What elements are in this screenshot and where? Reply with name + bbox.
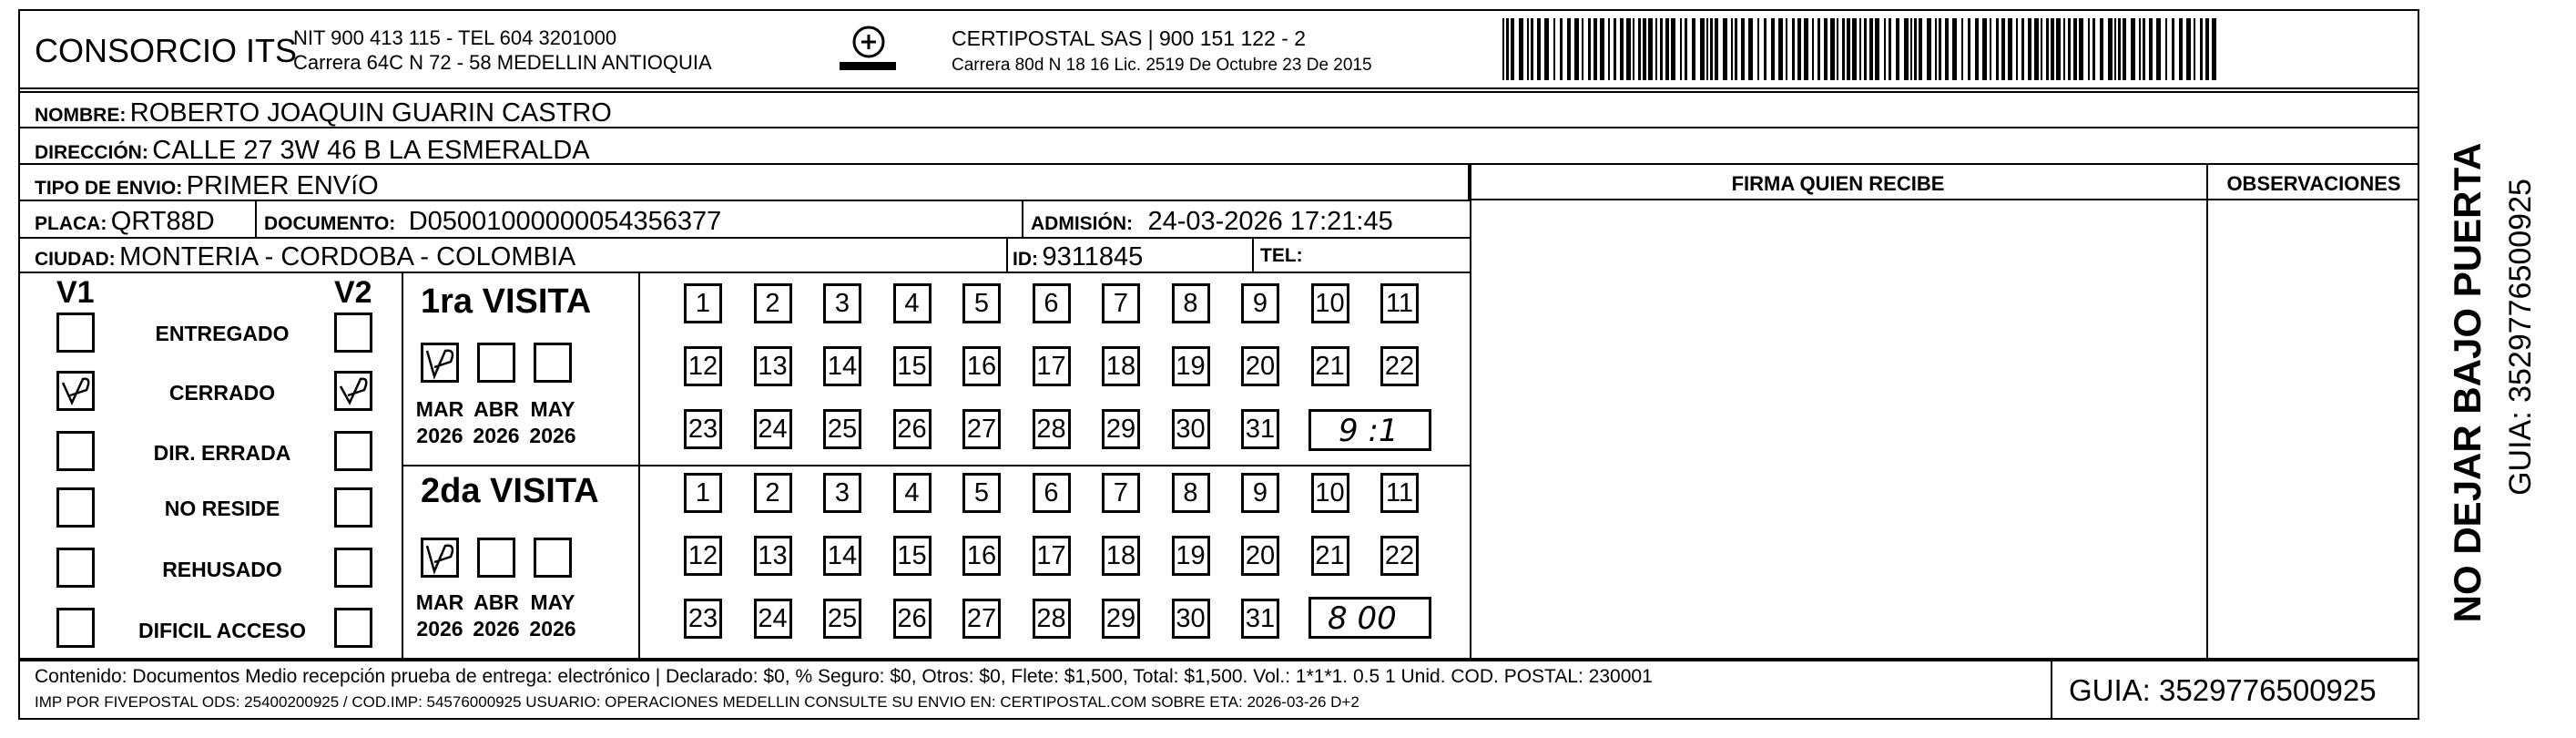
- state-rehusado-label: REHUSADO: [162, 558, 282, 581]
- visit1-day-24[interactable]: 24: [754, 409, 792, 449]
- firma-left-border: [1470, 165, 1471, 660]
- v2-dificil-acceso-checkbox[interactable]: [334, 608, 372, 648]
- barcode-bar: [1910, 18, 1912, 80]
- company-nit-line: NIT 900 413 115 - TEL 604 3201000: [293, 26, 617, 49]
- barcode-bar: [1731, 18, 1733, 80]
- barcode-bar: [1626, 18, 1631, 80]
- visit2-may-checkbox[interactable]: [534, 538, 572, 578]
- barcode-bar: [1593, 18, 1597, 80]
- visit2-day-2[interactable]: 2: [754, 473, 792, 513]
- visit1-abr-checkbox[interactable]: [477, 343, 515, 383]
- barcode-bar: [1842, 18, 1845, 80]
- barcode-bar: [2092, 18, 2095, 80]
- visit2-day-5[interactable]: 5: [962, 473, 1001, 513]
- barcode-bar: [1764, 18, 1767, 80]
- barcode-bar: [1665, 18, 1669, 80]
- visit1-day-7[interactable]: 7: [1102, 283, 1140, 323]
- state-entregado-label: ENTREGADO: [155, 322, 290, 345]
- visit2-day-31[interactable]: 31: [1241, 599, 1279, 639]
- barcode-bar: [1582, 18, 1583, 80]
- direccion-field: [35, 138, 590, 164]
- nombre-field: [35, 100, 612, 127]
- v1-rehusado-checkbox[interactable]: [56, 548, 95, 588]
- barcode-bar: [1884, 18, 1886, 80]
- visit-divider: [403, 465, 1470, 466]
- courier-nit-line: CERTIPOSTAL SAS | 900 151 122 - 2: [952, 26, 1307, 50]
- barcode-bar: [2034, 18, 2039, 80]
- barcode-bar: [2016, 18, 2018, 80]
- barcode-bar: [2194, 18, 2195, 80]
- check-mark-icon: [423, 540, 460, 577]
- id-label: ID:: [1013, 249, 1038, 270]
- barcode-bar: [1511, 18, 1514, 80]
- visit1-time-box[interactable]: [1308, 409, 1431, 451]
- barcode-bar: [1919, 18, 1922, 80]
- barcode-bar: [2172, 18, 2174, 80]
- tel-field: [1260, 246, 1303, 265]
- barcode-bar: [1864, 18, 1867, 80]
- v2-label: V2: [334, 275, 372, 310]
- barcode-bar: [2008, 18, 2012, 80]
- barcode-bar: [2131, 18, 2135, 80]
- company-name: CONSORCIO ITS: [35, 32, 298, 69]
- barcode-bar: [2051, 18, 2054, 80]
- visit1-may-checkbox[interactable]: [534, 343, 572, 383]
- visit1-day-5[interactable]: 5: [962, 283, 1001, 323]
- barcode-bar: [1502, 18, 1504, 80]
- barcode-bar: [1588, 18, 1591, 80]
- barcode-bar: [1735, 18, 1737, 80]
- barcode-bar: [2179, 18, 2183, 80]
- barcode-bar: [2046, 18, 2049, 80]
- barcode-bar: [1553, 18, 1555, 80]
- barcode-bar: [1771, 18, 1775, 80]
- visit1-day-6[interactable]: 6: [1033, 283, 1071, 323]
- barcode-bar: [2205, 18, 2209, 80]
- visit1-day-18[interactable]: 18: [1102, 346, 1140, 386]
- barcode-bar: [1655, 18, 1657, 80]
- barcode-bar: [1519, 18, 1523, 80]
- barcode-bar: [2200, 18, 2203, 80]
- visit2-day-8[interactable]: 8: [1172, 473, 1210, 513]
- barcode-bar: [1945, 18, 1949, 80]
- barcode-bar: [2108, 18, 2113, 80]
- visit2-day-25[interactable]: 25: [823, 599, 861, 639]
- barcode-bar: [2028, 18, 2031, 80]
- barcode-bar: [1952, 18, 1957, 80]
- admision-field: [1031, 209, 1393, 235]
- footer-divider: [2051, 660, 2052, 720]
- barcode-bar: [1531, 18, 1533, 80]
- barcode-bar: [2165, 18, 2167, 80]
- check-mark-icon: [423, 345, 460, 382]
- visit1-day-16[interactable]: 16: [962, 346, 1001, 386]
- visit2-day-20[interactable]: 20: [1241, 536, 1279, 576]
- tipo-value: PRIMER ENVíO: [186, 171, 379, 200]
- footer-guia: GUIA: 3529776500925: [2069, 673, 2377, 707]
- visit1-day-27[interactable]: 27: [962, 409, 1001, 449]
- barcode-bar: [1889, 18, 1891, 80]
- visit2-day-7[interactable]: 7: [1102, 473, 1140, 513]
- visit2-day-16[interactable]: 16: [962, 536, 1001, 576]
- visit1-month-mar: MAR 2026: [415, 397, 464, 447]
- barcode-bar: [2139, 18, 2141, 80]
- visit2-day-11[interactable]: 11: [1380, 473, 1419, 513]
- visit2-title: 2da VISITA: [421, 472, 599, 510]
- visit2-day-9[interactable]: 9: [1241, 473, 1279, 513]
- v2-rehusado-checkbox[interactable]: [334, 548, 372, 588]
- ciudad-value: MONTERIA - CORDOBA - COLOMBIA: [119, 242, 576, 272]
- barcode-bar: [2068, 18, 2071, 80]
- nombre-value: ROBERTO JOAQUIN GUARIN CASTRO: [129, 98, 612, 128]
- visit2-mar-checkbox[interactable]: [421, 538, 459, 578]
- firma-header-line: [1470, 199, 2419, 200]
- placa-field: [35, 209, 215, 235]
- barcode-bar: [2001, 18, 2005, 80]
- admision-value: 24-03-2026 17:21:45: [1147, 207, 1393, 236]
- nombre-label: NOMBRE:: [35, 105, 127, 126]
- visit1-time: 9 :1: [1339, 413, 1399, 449]
- state-no-reside-label: NO RESIDE: [164, 497, 280, 520]
- footer-imp: IMP POR FIVEPOSTAL ODS: 25400200925 / COD.IMP: 54576000925 USUARIO: OPERACIONES MEDELLIN CONSULTE SU ENVIO EN: CERTIPOSTAL.COM SOBRE ETA: 2026-03-26 D+2: [35, 693, 1359, 711]
- barcode-bar: [2041, 18, 2042, 80]
- barcode-bar: [1792, 18, 1795, 80]
- v2-cerrado-checkbox[interactable]: [334, 371, 372, 411]
- barcode-bar: [1961, 18, 1963, 80]
- cell-divider: [1006, 239, 1008, 273]
- barcode-bar: [1560, 18, 1563, 80]
- barcode-bar: [1804, 18, 1808, 80]
- barcode-bar: [2212, 18, 2216, 80]
- barcode-bar: [1614, 18, 1616, 80]
- barcode-bar: [2149, 18, 2153, 80]
- barcode-bar: [1748, 18, 1753, 80]
- barcode-bar: [1643, 18, 1646, 80]
- visit1-day-2[interactable]: 2: [754, 283, 792, 323]
- barcode-bar: [1600, 18, 1604, 80]
- observaciones-label: OBSERVACIONES: [2226, 172, 2401, 195]
- tipo-field: [35, 173, 379, 200]
- barcode-bar: [1812, 18, 1814, 80]
- visit1-day-19[interactable]: 19: [1172, 346, 1210, 386]
- visit1-day-23[interactable]: 23: [684, 409, 722, 449]
- visit1-day-8[interactable]: 8: [1172, 283, 1210, 323]
- visit1-day-29[interactable]: 29: [1102, 409, 1140, 449]
- barcode-bar: [1723, 18, 1727, 80]
- visit1-month-may: MAY 2026: [529, 397, 576, 447]
- check-mark-icon: [337, 374, 373, 410]
- v1-label: V1: [56, 275, 95, 310]
- barcode-bar: [1869, 18, 1873, 80]
- visit2-day-14[interactable]: 14: [823, 536, 861, 576]
- barcode-bar: [2073, 18, 2077, 80]
- placa-label: PLACA:: [35, 213, 107, 234]
- barcode-bar: [1990, 18, 1991, 80]
- v1-cerrado-checkbox[interactable]: [56, 371, 95, 411]
- visit1-day-3[interactable]: 3: [823, 283, 861, 323]
- barcode-bar: [1904, 18, 1909, 80]
- ciudad-label: CIUDAD:: [35, 249, 116, 270]
- barcode-bar: [2021, 18, 2024, 80]
- certipostal-logo: [836, 22, 900, 78]
- side-guia: GUIA: 3529776500925: [2503, 179, 2538, 496]
- id-field: [1013, 244, 1143, 271]
- v2-no-reside-checkbox[interactable]: [334, 487, 372, 528]
- barcode-bar: [2063, 18, 2065, 80]
- admision-label: ADMISIÓN:: [1031, 213, 1133, 234]
- barcode-bar: [1544, 18, 1549, 80]
- barcode-bar: [2118, 18, 2121, 80]
- visit2-day-13[interactable]: 13: [754, 536, 792, 576]
- documento-value: D05001000000054356377: [408, 207, 722, 236]
- barcode-bar: [1620, 18, 1624, 80]
- cell-divider: [255, 201, 257, 239]
- v1-dir-errada-checkbox[interactable]: [56, 431, 95, 471]
- v1-no-reside-checkbox[interactable]: [56, 487, 95, 528]
- visit2-month-mar: MAR 2026: [415, 590, 464, 641]
- barcode-bar: [2088, 18, 2090, 80]
- visit1-day-30[interactable]: 30: [1172, 409, 1210, 449]
- visit1-day-28[interactable]: 28: [1033, 409, 1071, 449]
- barcode-bar: [1757, 18, 1759, 80]
- visit2-day-22[interactable]: 22: [1380, 536, 1419, 576]
- visit1-day-14[interactable]: 14: [823, 346, 861, 386]
- visit2-day-19[interactable]: 19: [1172, 536, 1210, 576]
- firma-label: FIRMA QUIEN RECIBE: [1731, 172, 1945, 195]
- barcode-bar: [1638, 18, 1641, 80]
- visit2-month-abr: ABR 2026: [473, 590, 520, 641]
- visit2-day-29[interactable]: 29: [1102, 599, 1140, 639]
- barcode-bar: [2123, 18, 2126, 80]
- barcode-bar: [1710, 18, 1713, 80]
- barcode-bar: [1935, 18, 1937, 80]
- barcode-bar: [1837, 18, 1838, 80]
- barcode-bar: [1741, 18, 1745, 80]
- visit1-day-26[interactable]: 26: [893, 409, 932, 449]
- visit2-day-27[interactable]: 27: [962, 599, 1001, 639]
- visit2-day-17[interactable]: 17: [1033, 536, 1071, 576]
- visit1-mar-checkbox[interactable]: [421, 343, 459, 383]
- visit2-day-4[interactable]: 4: [893, 473, 932, 513]
- visit2-day-10[interactable]: 10: [1311, 473, 1349, 513]
- visit1-day-22[interactable]: 22: [1380, 346, 1419, 386]
- barcode-bar: [1660, 18, 1663, 80]
- barcode-bar: [1778, 18, 1783, 80]
- barcode-bar: [2056, 18, 2061, 80]
- barcode-bar: [1574, 18, 1579, 80]
- visit1-day-31[interactable]: 31: [1241, 409, 1279, 449]
- placa-value: QRT88D: [110, 207, 215, 236]
- barcode-bar: [1975, 18, 1979, 80]
- barcode-bar: [1824, 18, 1828, 80]
- footer-contenido: Contenido: Documentos Medio recepción prueba de entrega: electrónico | Declarado: $0, % Seguro: $0, Otros: $0, Flete: $1,500, Total: $1,500. Vol.: 1*1*1. 0.5 1 Unid. COD. POSTAL: 230001: [35, 666, 1653, 687]
- barcode-bar: [1506, 18, 1509, 80]
- barcode-bar: [1671, 18, 1675, 80]
- check-mark-icon: [59, 374, 96, 410]
- visit2-abr-checkbox[interactable]: [477, 538, 515, 578]
- visit2-day-28[interactable]: 28: [1033, 599, 1071, 639]
- v1-entregado-checkbox[interactable]: [56, 313, 95, 353]
- v2-entregado-checkbox[interactable]: [334, 313, 372, 353]
- barcode-bar: [2100, 18, 2103, 80]
- barcode-bar: [1996, 18, 1999, 80]
- barcode-bar: [1896, 18, 1899, 80]
- visit2-day-1[interactable]: 1: [684, 473, 722, 513]
- barcode-bar: [1875, 18, 1879, 80]
- direccion-value: CALLE 27 3W 46 B LA ESMERALDA: [152, 136, 590, 165]
- barcode-bar: [2114, 18, 2116, 80]
- barcode-bar: [1847, 18, 1850, 80]
- v1-dificil-acceso-checkbox[interactable]: [56, 608, 95, 648]
- cell-divider: [1022, 201, 1023, 239]
- barcode-bar: [1859, 18, 1861, 80]
- courier-address-line: Carrera 80d N 18 16 Lic. 2519 De Octubre 23 De 2015: [952, 56, 1372, 75]
- barcode-bar: [1817, 18, 1820, 80]
- barcode-bar: [1715, 18, 1718, 80]
- visit2-time: 8 00: [1328, 600, 1397, 637]
- visit1-day-9[interactable]: 9: [1241, 283, 1279, 323]
- visit2-day-12[interactable]: 12: [684, 536, 722, 576]
- barcode-bar: [2156, 18, 2161, 80]
- observaciones-left-border: [2206, 165, 2208, 660]
- barcode-bar: [1685, 18, 1687, 80]
- visit1-day-20[interactable]: 20: [1241, 346, 1279, 386]
- visit1-day-11[interactable]: 11: [1380, 283, 1419, 323]
- barcode-bar: [1927, 18, 1931, 80]
- barcode-bar: [1968, 18, 1970, 80]
- barcode-bar: [2143, 18, 2145, 80]
- visit1-day-1[interactable]: 1: [684, 283, 722, 323]
- barcode-bar: [1692, 18, 1695, 80]
- barcode: [1502, 18, 2222, 80]
- barcode-bar: [1537, 18, 1541, 80]
- barcode-bar: [1700, 18, 1705, 80]
- barcode-bar: [1680, 18, 1682, 80]
- v2-dir-errada-checkbox[interactable]: [334, 431, 372, 471]
- visit1-day-13[interactable]: 13: [754, 346, 792, 386]
- visit1-day-25[interactable]: 25: [823, 409, 861, 449]
- barcode-bar: [1706, 18, 1708, 80]
- state-cerrado-label: CERRADO: [168, 381, 276, 405]
- barcode-bar: [1852, 18, 1857, 80]
- visit1-day-4[interactable]: 4: [893, 283, 932, 323]
- visit1-title: 1ra VISITA: [421, 282, 592, 321]
- visit2-day-18[interactable]: 18: [1102, 536, 1140, 576]
- barcode-bar: [2186, 18, 2191, 80]
- barcode-bar: [1830, 18, 1835, 80]
- visit2-day-26[interactable]: 26: [893, 599, 932, 639]
- documento-field: [264, 209, 721, 235]
- tel-label: TEL:: [1260, 245, 1303, 266]
- barcode-bar: [2079, 18, 2083, 80]
- state-dificil-acceso-label: DIFICIL ACCESO: [137, 619, 306, 642]
- side-no-dejar-bajo-puerta: NO DEJAR BAJO PUERTA: [2446, 142, 2489, 623]
- visit2-day-6[interactable]: 6: [1033, 473, 1071, 513]
- tipo-label: TIPO DE ENVIO:: [35, 178, 183, 199]
- company-address-line: Carrera 64C N 72 - 58 MEDELLIN ANTIOQUIA: [293, 51, 712, 74]
- state-dir-errada-label: DIR. ERRADA: [153, 441, 291, 465]
- cell-divider: [1252, 239, 1254, 273]
- documento-label: DOCUMENTO:: [264, 213, 396, 234]
- visit1-day-12[interactable]: 12: [684, 346, 722, 386]
- barcode-bar: [1527, 18, 1529, 80]
- id-value: 9311845: [1042, 242, 1144, 272]
- visit1-day-21[interactable]: 21: [1311, 346, 1349, 386]
- visit1-day-10[interactable]: 10: [1311, 283, 1349, 323]
- visit1-month-abr: ABR 2026: [473, 397, 520, 447]
- barcode-bar: [1786, 18, 1787, 80]
- visit1-day-17[interactable]: 17: [1033, 346, 1071, 386]
- direccion-label: DIRECCIÓN:: [35, 142, 148, 163]
- barcode-bar: [1608, 18, 1610, 80]
- visit2-day-23[interactable]: 23: [684, 599, 722, 639]
- visit2-day-21[interactable]: 21: [1311, 536, 1349, 576]
- visit2-day-15[interactable]: 15: [893, 536, 932, 576]
- visit2-time-box[interactable]: [1308, 597, 1431, 639]
- barcode-bar: [1633, 18, 1634, 80]
- barcode-bar: [1567, 18, 1571, 80]
- barcode-bar: [1914, 18, 1917, 80]
- visit2-day-30[interactable]: 30: [1172, 599, 1210, 639]
- ciudad-field: [35, 244, 575, 271]
- visit2-day-3[interactable]: 3: [823, 473, 861, 513]
- barcode-bar: [1797, 18, 1801, 80]
- visit2-day-24[interactable]: 24: [754, 599, 792, 639]
- visit1-day-15[interactable]: 15: [893, 346, 932, 386]
- barcode-bar: [1982, 18, 1987, 80]
- barcode-bar: [1648, 18, 1653, 80]
- visit2-month-may: MAY 2026: [529, 590, 576, 641]
- barcode-bar: [1939, 18, 1941, 80]
